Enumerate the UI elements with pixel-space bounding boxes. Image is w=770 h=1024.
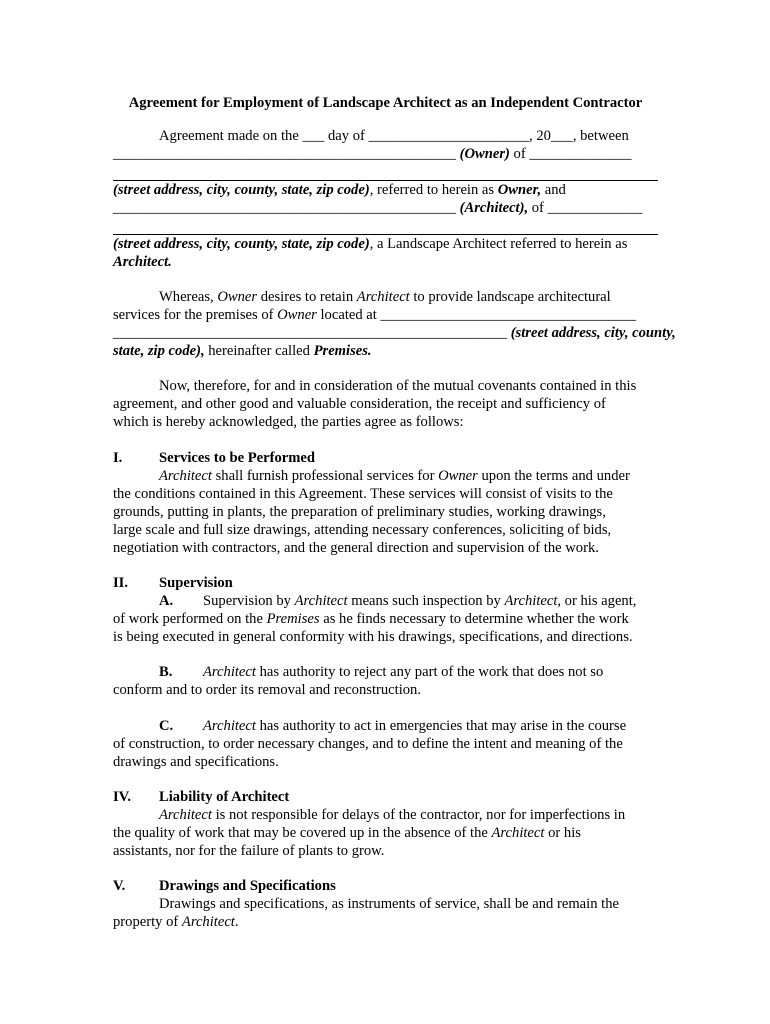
supervision-b: B. Architect has authority to reject any part of the work that does not so conform and to order its removal and reconstruction. (113, 664, 604, 698)
section-supervision: II. Supervision A. Supervision by Architect means such inspection by Architect, or his agent, of work performed on the Premises as he finds necessary to determine whether the work is being executed in general conformity with his drawings, specifications, and directions. (113, 574, 658, 646)
section-drawings: V. Drawings and Specifications Drawings and specifications, as instruments of service, shall be and remain the property of Architect. (113, 877, 658, 931)
now-therefore-paragraph: Now, therefore, for and in consideration of the mutual covenants contained in this agreement, and other good and valuable consideration, the receipt and sufficiency of which is hereby acknowledged, the parties agree as follows: (113, 378, 637, 430)
supervision-c: C. Architect has authority to act in emergencies that may arise in the course of construction, to order necessary changes, and to define the intent and meaning of the drawings and specifications. (113, 718, 627, 770)
section-heading: II. Supervision (113, 575, 233, 591)
whereas-paragraph: Whereas, Owner desires to retain Architect to provide landscape architectural services for the premises of Owner located at ___________________________________ ______________________________________________________ (street address, city, county, state, zip code), hereinafter called Premises. (113, 289, 676, 359)
address-label: (street address, city, county, state, zip code) (113, 182, 370, 198)
document-title: Agreement for Employment of Landscape Architect as an Independent Contractor (128, 95, 643, 111)
architect-label: (Architect), (459, 200, 529, 216)
section-heading: V. Drawings and Specifications (113, 878, 336, 894)
intro-line-8: Architect. (113, 254, 172, 270)
section-heading: I. Services to be Performed (113, 450, 316, 466)
section-services: I. Services to be Performed Architect shall furnish professional services for Owner upon the terms and under the conditions contained in this Agreement. These services will consist of visits to the grounds, putting in plants, the preparation of preliminary studies, working drawings, large scale and full size drawings, attending necessary conferences, soliciting of bids, negotiation with contractors, and the general direction and supervision of the work. (113, 449, 658, 557)
section-heading: IV. Liability of Architect (113, 789, 290, 805)
intro-line-7: (street address, city, county, state, zip code), a Landscape Architect referred to herein as (113, 236, 628, 252)
intro-blank-line (113, 163, 658, 181)
intro-line-2: _______________________________________________ (Owner) of ______________ (113, 146, 632, 162)
intro-line-4: (street address, city, county, state, zip code), referred to herein as Owner, and (113, 182, 566, 198)
intro-line-1: Agreement made on the ___ day of ______________________, 20___, between (159, 128, 629, 144)
intro-line-5: _______________________________________________ (Architect), of _____________ (113, 200, 643, 216)
section-liability: IV. Liability of Architect Architect is not responsible for delays of the contractor, nor for imperfections in the quality of work that may be covered up in the absence of the Architect or his assistants, nor for the failure of plants to grow. (113, 788, 658, 860)
owner-label: (Owner) (459, 146, 510, 162)
intro-paragraph (113, 127, 658, 271)
intro-blank-line-2 (113, 217, 658, 235)
